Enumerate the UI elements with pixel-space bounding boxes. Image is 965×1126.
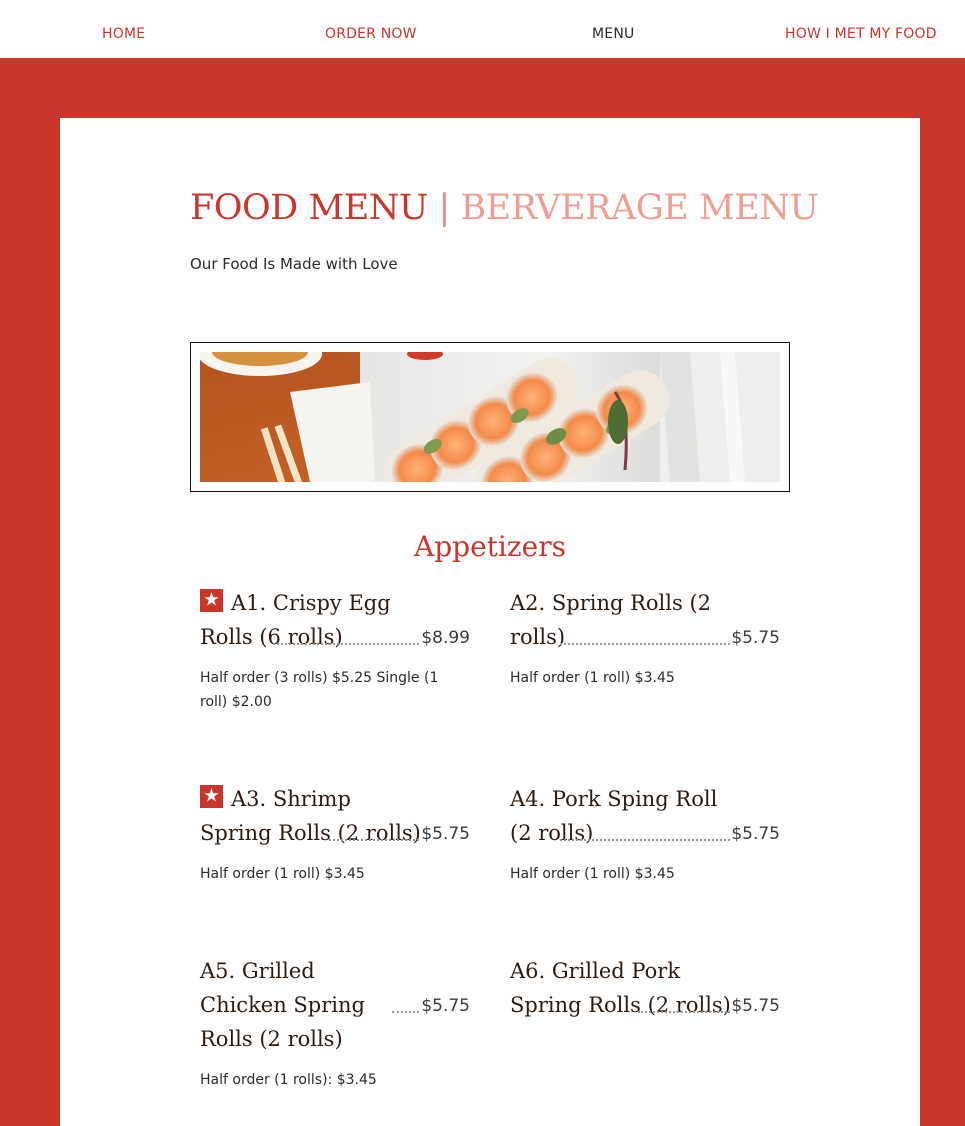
price-leader — [392, 1011, 419, 1013]
star-icon — [200, 589, 223, 612]
menu-item-price: $5.75 — [421, 996, 470, 1016]
page-subtitle: Our Food Is Made with Love — [190, 255, 398, 273]
top-nav — [0, 0, 965, 58]
menu-item-a2[interactable] — [510, 586, 780, 690]
menu-item-note: Half order (1 roll) $3.45 — [200, 866, 365, 882]
nav-order-now[interactable]: ORDER NOW — [325, 26, 417, 42]
menu-item-price: $5.75 — [421, 824, 470, 844]
menu-item-name-text: A1. Crispy Egg Rolls (6 rolls) — [200, 591, 391, 649]
appetizers-heading: Appetizers — [414, 530, 566, 563]
menu-panel — [60, 118, 920, 1126]
price-leader — [560, 643, 730, 645]
menu-item-name: A4. Pork Sping Roll (2 rolls) — [510, 787, 718, 845]
price-leader — [273, 643, 419, 645]
spring-rolls-photo — [200, 352, 780, 482]
price-leader — [560, 839, 730, 841]
menu-item-name-text: A3. Shrimp Spring Rolls (2 rolls) — [200, 787, 421, 845]
menu-item-a3[interactable] — [200, 782, 470, 886]
nav-how-i-met-my-food[interactable]: HOW I MET MY FOOD — [785, 26, 937, 42]
menu-item-a4[interactable] — [510, 782, 780, 886]
menu-item-name: A6. Grilled Pork Spring Rolls (2 rolls) — [510, 959, 731, 1017]
nav-menu[interactable]: MENU — [592, 26, 635, 42]
menu-item-a5[interactable] — [200, 954, 470, 1092]
menu-item-a6[interactable] — [510, 954, 780, 1022]
title-separator: | — [438, 188, 450, 228]
menu-item-name: A5. Grilled Chicken Spring Rolls (2 rolls) — [200, 959, 365, 1051]
menu-item-price: $5.75 — [731, 628, 780, 648]
menu-item-a1[interactable] — [200, 586, 470, 714]
menu-item-name: A2. Spring Rolls (2 rolls) — [510, 591, 711, 649]
menu-item-price: $8.99 — [421, 628, 470, 648]
nav-home[interactable]: HOME — [102, 26, 146, 42]
menu-item-price: $5.75 — [731, 996, 780, 1016]
beverage-menu-link[interactable]: BERVERAGE MENU — [460, 188, 819, 228]
menu-item-note: Half order (1 roll) $3.45 — [510, 866, 675, 882]
menu-item-price: $5.75 — [731, 824, 780, 844]
food-menu-link[interactable]: FOOD MENU — [190, 188, 428, 228]
menu-item-note: Half order (1 roll) $3.45 — [510, 670, 675, 686]
page-title — [190, 188, 818, 228]
price-leader — [638, 1011, 730, 1013]
star-icon — [200, 785, 223, 808]
menu-item-note: Half order (3 rolls) $5.25 Single (1 roll) $2.00 — [200, 670, 439, 710]
price-leader — [329, 839, 419, 841]
menu-item-note: Half order (1 rolls): $3.45 — [200, 1072, 377, 1088]
banner-photo-frame — [190, 342, 790, 492]
